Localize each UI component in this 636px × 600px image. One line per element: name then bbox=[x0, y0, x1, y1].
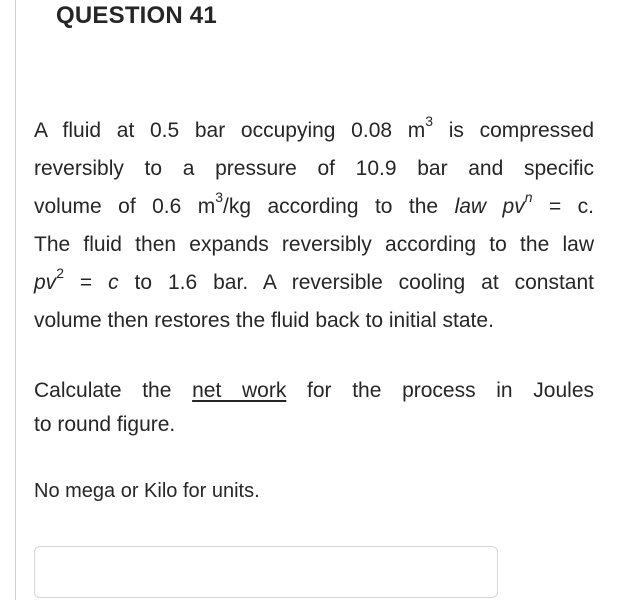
problem-line-1: A fluid at 0.5 bar occupying 0.08 $m^3$ is compressed bbox=[34, 113, 595, 142]
question-title: QUESTION 41 bbox=[56, 2, 217, 29]
problem-line-5: $pv^2 = c$ to 1.6 bar. A reversible cooling at constant bbox=[34, 265, 594, 294]
left-divider bbox=[15, 0, 16, 600]
question-body bbox=[34, 112, 594, 442]
answer-input[interactable] bbox=[34, 546, 498, 598]
net-work-emphasis: net work bbox=[192, 379, 287, 402]
calculation-instruction bbox=[34, 374, 594, 442]
calc-line-2: to round figure. bbox=[34, 413, 176, 436]
problem-line-4: The fluid then expands reversibly according to the law bbox=[34, 233, 594, 256]
calc-line-1: Calculate the net work for the process in Joules bbox=[34, 379, 594, 402]
problem-line-3: volume of 0.6 $m^3/kg$ according to the law $pv^n = c$. bbox=[34, 189, 594, 218]
units-note: No mega or Kilo for units. bbox=[34, 480, 260, 502]
problem-line-2: reversibly to a pressure of 10.9 bar and specific bbox=[34, 157, 594, 180]
problem-statement bbox=[34, 112, 594, 340]
problem-line-6: volume then restores the fluid back to initial state. bbox=[34, 309, 494, 332]
